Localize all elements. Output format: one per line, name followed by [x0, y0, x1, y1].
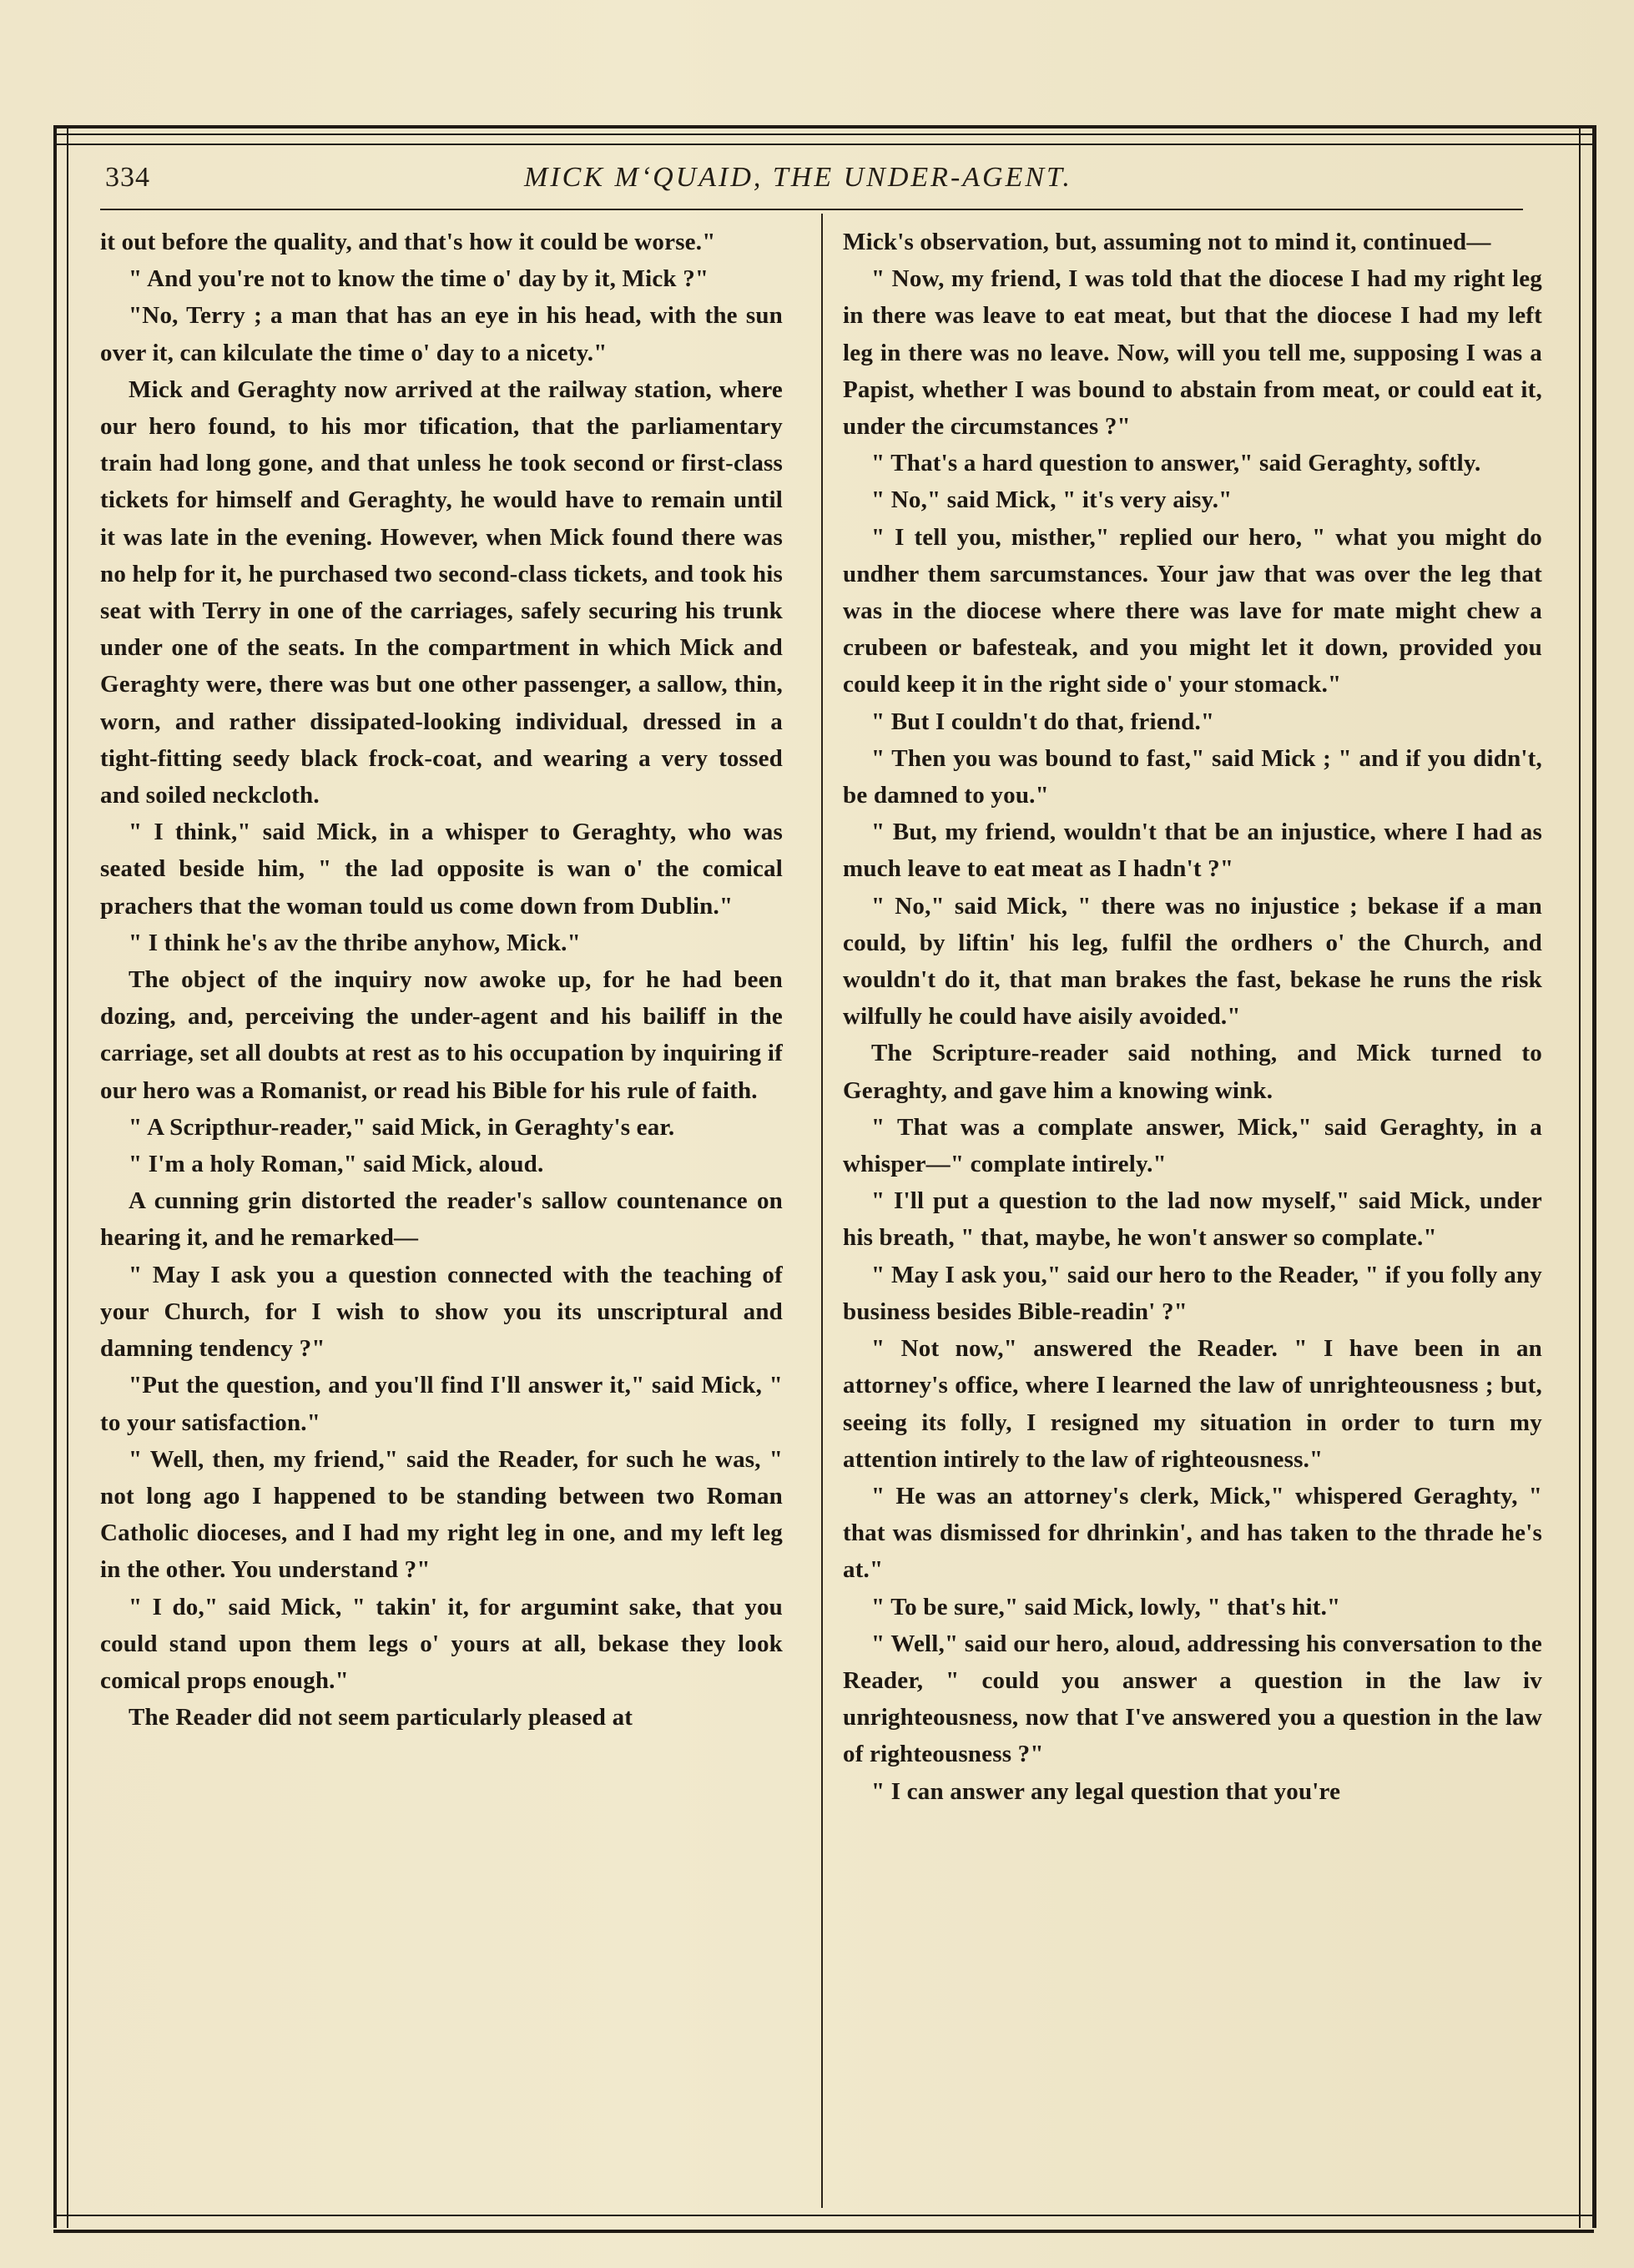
frame-right-rule	[1579, 125, 1596, 2228]
paragraph: " Well," said our hero, aloud, addressing his conversation to the Reader, " could you answer a question in the law iv unrighteousness, now that I've answered you a question in the law of righteousness ?"	[843, 1630, 1542, 1768]
paragraph: " Well, then, my friend," said the Reader, for such he was, " not long ago I happened to be standing between two Roman Catholic dioceses, and I had my right leg in one, and my left leg in the other. You understand ?"	[100, 1445, 783, 1584]
paragraph: "No, Terry ; a man that has an eye in his head, with the sun over it, can kilculate the time o' day to a nicety."	[100, 302, 783, 366]
left-text-column	[100, 224, 783, 1736]
paragraph: it out before the quality, and that's how it could be worse."	[100, 229, 716, 255]
paragraph: The object of the inquiry now awoke up, for he had been dozing, and, perceiving the under-agent and his bailiff in the carriage, set all doubts at rest as to his occupation by inquiring if our hero was a Romanist, or read his Bible for his rule of faith.	[100, 966, 783, 1104]
paragraph: " A Scripthur-reader," said Mick, in Geraghty's ear.	[129, 1113, 675, 1141]
paragraph: The Reader did not seem particularly pleased at	[129, 1704, 633, 1731]
right-text-column	[843, 224, 1542, 1810]
frame-top-rule	[53, 125, 1594, 145]
paragraph: " I do," said Mick, " takin' it, for argumint sake, that you could stand upon them legs o' yours at all, bekase they look comical props enough."	[100, 1593, 783, 1694]
header-rule	[100, 209, 1523, 210]
paragraph: The Scripture-reader said nothing, and Mick turned to Geraghty, and gave him a knowing wink.	[843, 1040, 1542, 1104]
frame-bottom-rule	[53, 2215, 1594, 2233]
paragraph: " To be sure," said Mick, lowly, " that's hit."	[871, 1593, 1341, 1620]
paragraph: " May I ask you a question connected with the teaching of your Church, for I wish to show you its unscriptural and damning tendency ?"	[100, 1261, 783, 1363]
paragraph: " But, my friend, wouldn't that be an injustice, where I had as much leave to eat meat as I hadn't ?"	[843, 819, 1542, 883]
paragraph: " But I couldn't do that, friend."	[871, 708, 1215, 735]
paragraph: " Now, my friend, I was told that the diocese I had my right leg in there was leave to eat meat, but that the diocese I had my left leg in there was no leave. Now, will you tell me, supposing I was a Papist, whether I was bound to abstain from meat, or could eat it, under the circumstances ?"	[843, 265, 1542, 441]
paragraph: " He was an attorney's clerk, Mick," whispered Geraghty, " that was dismissed for dhrinkin', and has taken to the thrade he's at."	[843, 1482, 1542, 1584]
frame-left-rule	[53, 125, 68, 2228]
paragraph: " I can answer any legal question that you're	[871, 1777, 1341, 1805]
paragraph: "Put the question, and you'll find I'll answer it," said Mick, " to your satisfaction."	[100, 1372, 783, 1436]
paragraph: A cunning grin distorted the reader's sallow countenance on hearing it, and he remarked—	[100, 1187, 783, 1252]
paragraph: " I think," said Mick, in a whisper to Geraghty, who was seated beside him, " the lad opposite is wan o' the comical prachers that the woman tould us come down from Dublin."	[100, 819, 783, 920]
running-title: MICK M‘QUAID, THE UNDER-AGENT.	[524, 162, 1072, 193]
paragraph: " No," said Mick, " there was no injustice ; bekase if a man could, by liftin' his leg, fulfil the ordhers o' the Church, and wouldn't do it, that man brakes the fast, bekase he runs the risk wilfully he could have aisily avoided."	[843, 892, 1542, 1031]
paragraph: " Then you was bound to fast," said Mick ; " and if you didn't, be damned to you."	[843, 744, 1542, 809]
paragraph: Mick's observation, but, assuming not to mind it, continued—	[843, 229, 1491, 255]
paragraph: " I'm a holy Roman," said Mick, aloud.	[129, 1151, 544, 1178]
page-number: 334	[105, 162, 150, 193]
column-divider	[821, 214, 823, 2208]
paragraph: " That was a complate answer, Mick," said Geraghty, in a whisper—" complate intirely."	[843, 1113, 1542, 1178]
paragraph: " May I ask you," said our hero to the Reader, " if you folly any business besides Bible-readin' ?"	[843, 1261, 1542, 1325]
paragraph: " No," said Mick, " it's very aisy."	[871, 486, 1233, 514]
page-header	[103, 159, 1522, 200]
paragraph: Mick and Geraghty now arrived at the railway station, where our hero found, to his mor tification, that the parliamentary train had long gone, and that unless he took second or first-class tickets for himself and Geraghty, he would have to remain until it was late in the evening. However, when Mick found there was no help for it, he purchased two second-class tickets, and took his seat with Terry in one of the carriages, safely securing his trunk under one of the seats. In the compartment in which Mick and Geraghty were, there was but one other passenger, a sallow, thin, worn, and rather dissipated-looking individual, dressed in a tight-fitting seedy black frock-coat, and wearing a very tossed and soiled neckcloth.	[100, 375, 783, 809]
paragraph: " I think he's av the thribe anyhow, Mick."	[129, 929, 581, 956]
paragraph: " Not now," answered the Reader. " I have been in an attorney's office, where I learned the law of unrighteousness ; but, seeing its folly, I resigned my situation in order to turn my attention intirely to the law of righteousness."	[843, 1335, 1542, 1473]
paragraph: " And you're not to know the time o' day by it, Mick ?"	[129, 265, 709, 293]
paragraph: " I'll put a question to the lad now myself," said Mick, under his breath, " that, maybe, he won't answer so complate."	[843, 1187, 1542, 1252]
paragraph: " I tell you, misther," replied our hero, " what you might do undher them sarcumstances. Your jaw that was over the leg that was in the diocese where there was lave for mate might chew a crubeen or bafesteak, and you might let it down, provided you could keep it in the right side o' your stomack."	[843, 523, 1542, 698]
paragraph: " That's a hard question to answer," said Geraghty, softly.	[871, 450, 1481, 477]
